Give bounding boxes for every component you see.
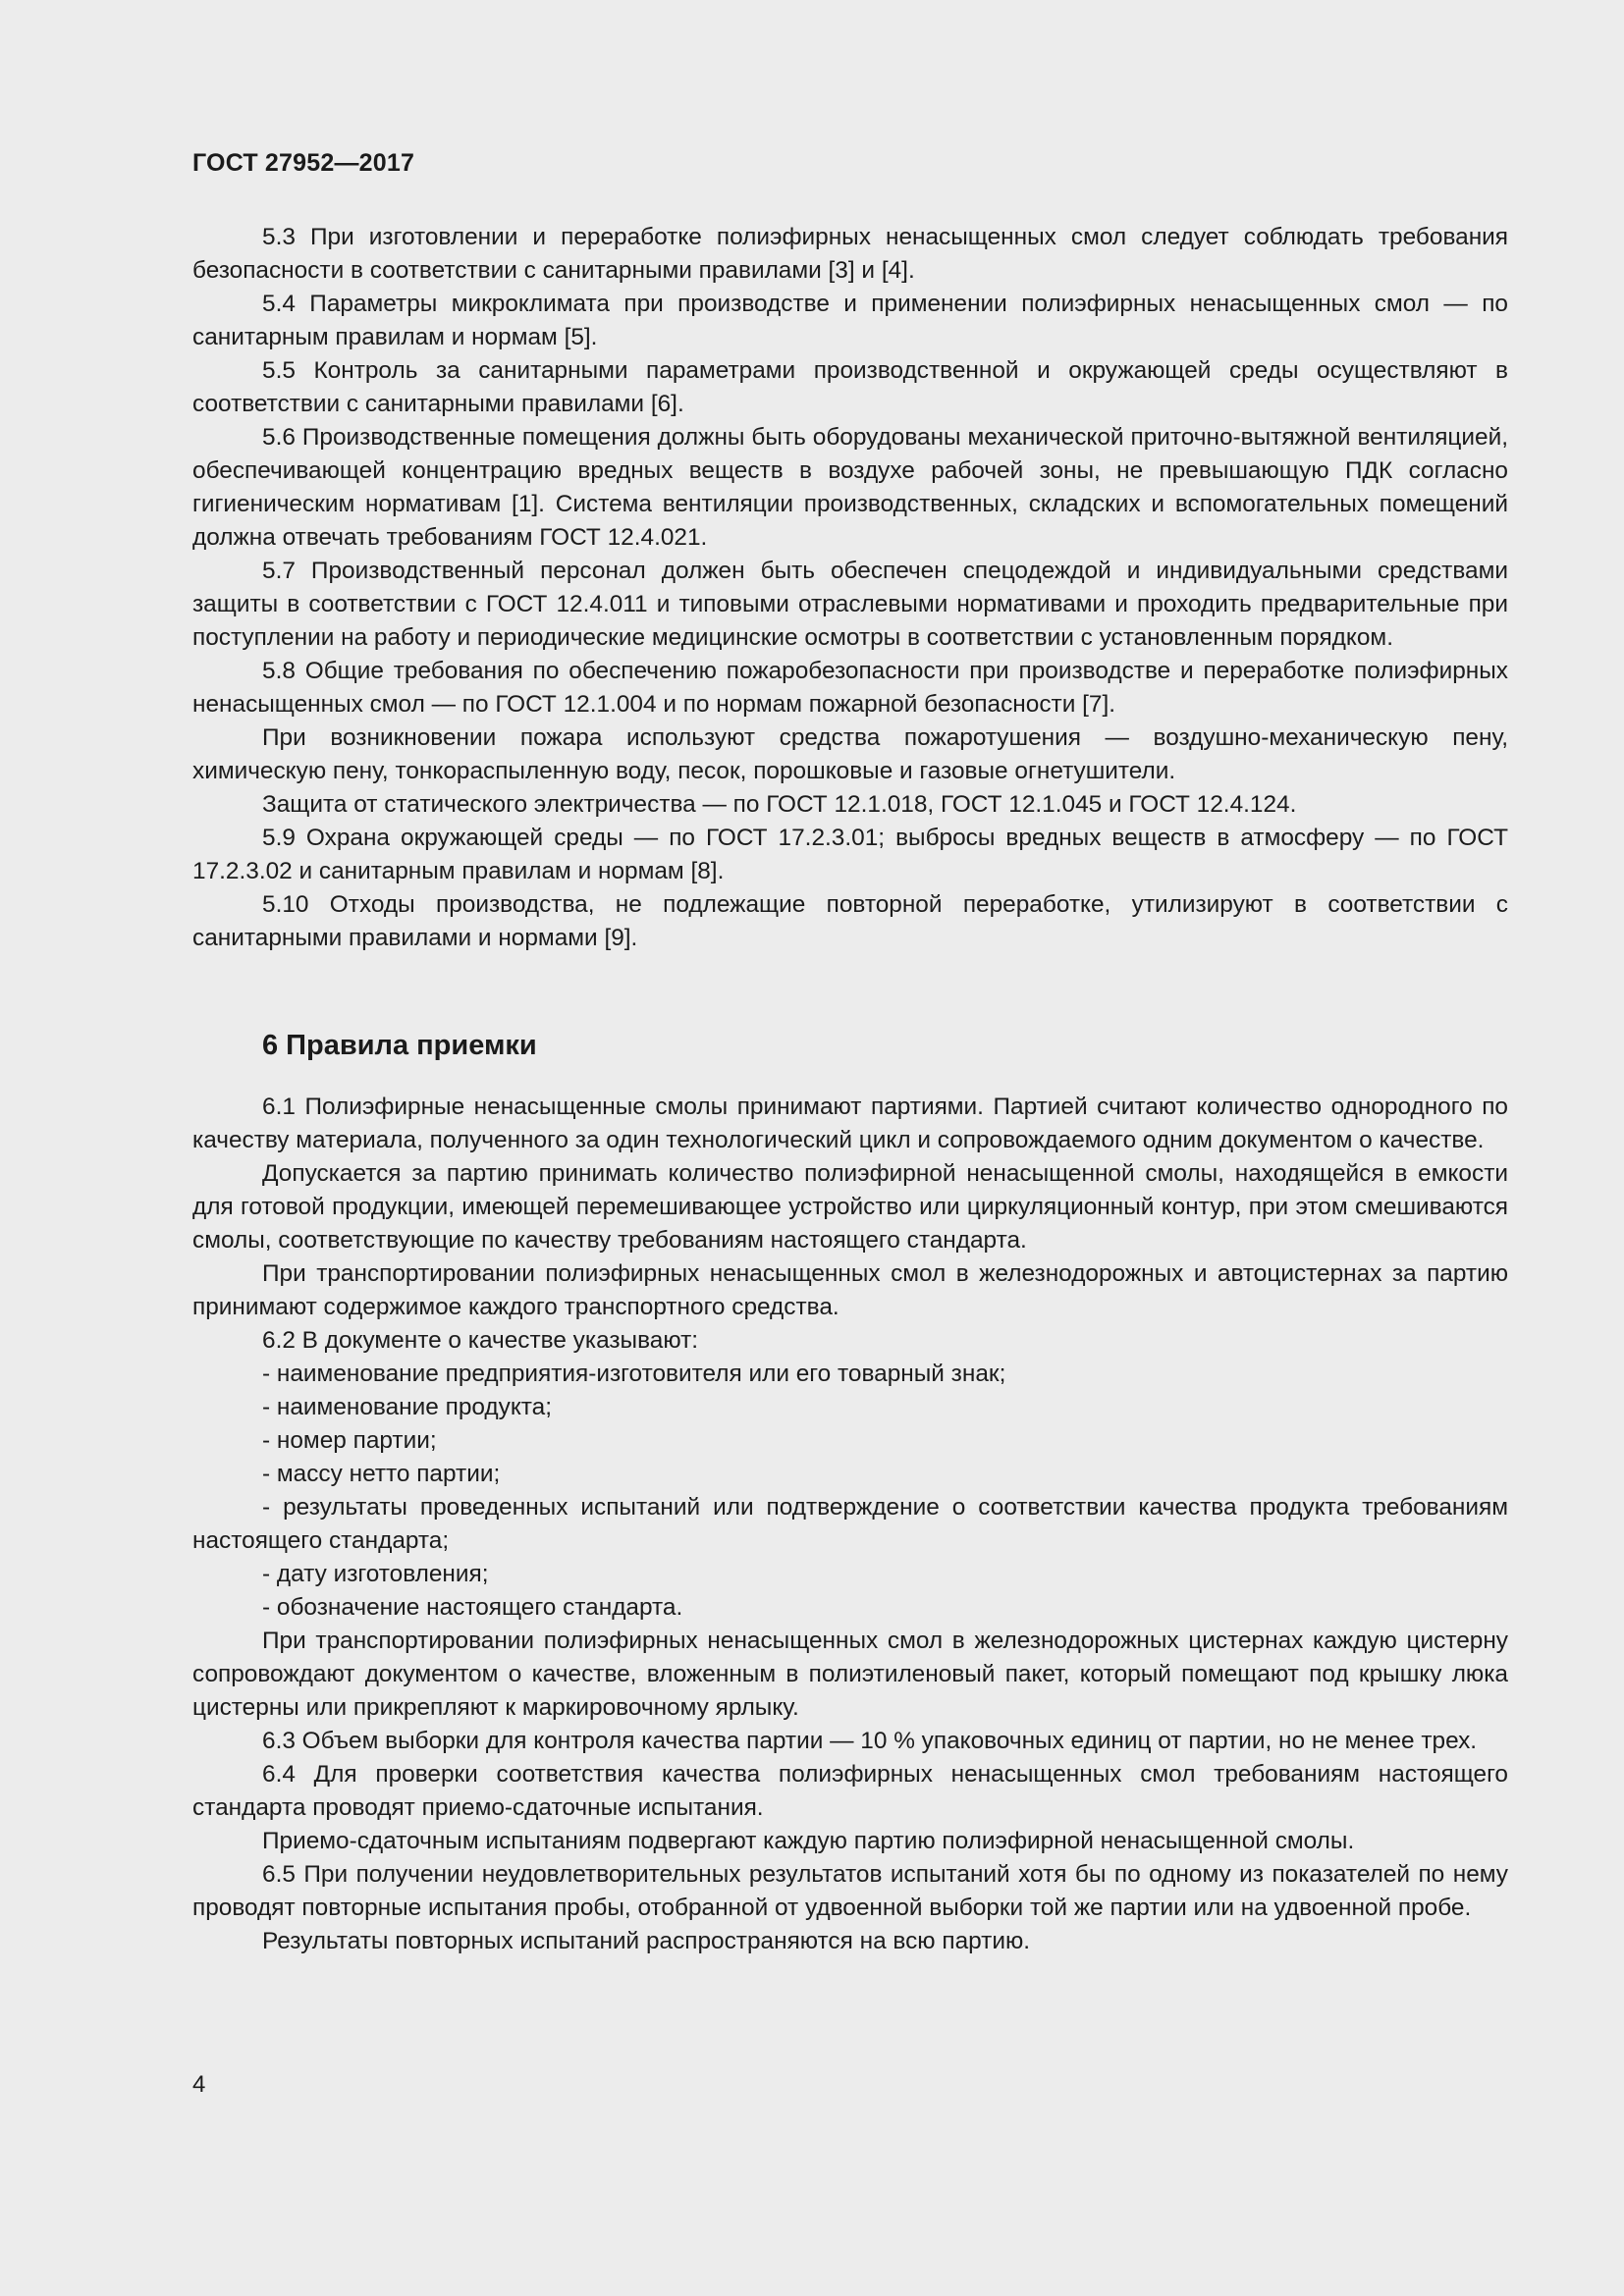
paragraph-5-7: 5.7 Производственный персонал должен быть обеспечен спецодеждой и индивидуальными средствами защиты в соответствии с ГОСТ 12.4.011 и типовыми отраслевыми нормативами и проходить предварительные при поступлении на работу и периодические медицинские осмотры в соответствии с установленным порядком. <box>192 558 1508 651</box>
list-item: - дату изготовления; <box>262 1561 489 1587</box>
section-6-acceptance <box>192 1091 1508 1958</box>
paragraph-6-5: 6.5 При получении неудовлетворительных результатов испытаний хотя бы по одному из показателей по нему проводят повторные испытания пробы, отобранной от удвоенной выборки той же партии или на удвоенной пробе. <box>192 1861 1508 1921</box>
paragraph-5-8: 5.8 Общие требования по обеспечению пожаробезопасности при производстве и переработке полиэфирных ненасыщенных смол — по ГОСТ 12.1.004 и по нормам пожарной безопасности [7]. <box>192 658 1508 718</box>
paragraph-6-4: 6.4 Для проверки соответствия качества полиэфирных ненасыщенных смол требованиям настоящего стандарта проводят приемо-сдаточные испытания. <box>192 1761 1508 1821</box>
paragraph-batch-tank: Допускается за партию принимать количество полиэфирной ненасыщенной смолы, находящейся в емкости для готовой продукции, имеющей перемешивающее устройство или циркуляционный контур, при этом смешиваются смолы, соответствующие по качеству требованиям настоящего стандарта. <box>192 1160 1508 1254</box>
paragraph-repeat-results: Результаты повторных испытаний распространяются на всю партию. <box>262 1928 1031 1954</box>
list-item: - обозначение настоящего стандарта. <box>262 1594 683 1621</box>
page-number: 4 <box>192 2071 206 2098</box>
paragraph-5-6: 5.6 Производственные помещения должны быть оборудованы механической приточно-вытяжной вентиляцией, обеспечивающей концентрацию вредных веществ в воздухе рабочей зоны, не превышающую ПДК согласно гигиеническим нормативам [1]. Система вентиляции производственных, складских и вспомогательных помещений должна отвечать требованиям ГОСТ 12.4.021. <box>192 424 1508 551</box>
paragraph-6-1: 6.1 Полиэфирные ненасыщенные смолы принимают партиями. Партией считают количество однородного по качеству материала, полученного за один технологический цикл и сопровождаемого одним документом о качестве. <box>192 1094 1508 1153</box>
paragraph-5-4: 5.4 Параметры микроклимата при производстве и применении полиэфирных ненасыщенных смол — по санитарным правилам и нормам [5]. <box>192 291 1508 350</box>
paragraph-5-5: 5.5 Контроль за санитарными параметрами производственной и окружающей среды осуществляют в соответствии с санитарными правилами [6]. <box>192 357 1508 417</box>
list-item: - результаты проведенных испытаний или подтверждение о соответствии качества продукта требованиям настоящего стандарта; <box>192 1494 1508 1554</box>
paragraph-5-3: 5.3 При изготовлении и переработке полиэфирных ненасыщенных смол следует соблюдать требования безопасности в соответствии с санитарными правилами [3] и [4]. <box>192 224 1508 284</box>
document-header: ГОСТ 27952—2017 <box>192 149 415 177</box>
paragraph-5-10: 5.10 Отходы производства, не подлежащие повторной переработке, утилизируют в соответствии с санитарными правилами и нормами [9]. <box>192 891 1508 951</box>
list-item: - наименование продукта; <box>262 1394 553 1420</box>
quality-document-list <box>192 1358 1508 1625</box>
list-item: - массу нетто партии; <box>262 1461 501 1487</box>
section-5-safety <box>192 221 1508 955</box>
paragraph-6-2: 6.2 В документе о качестве указывают: <box>262 1327 699 1354</box>
paragraph-rail-tank-document: При транспортировании полиэфирных ненасыщенных смол в железнодорожных цистернах каждую цистерну сопровождают документом о качестве, вложенным в полиэтиленовый пакет, который помещают под крышку люка цистерны или прикрепляют к маркировочному ярлыку. <box>192 1628 1508 1721</box>
paragraph-fire: При возникновении пожара используют средства пожаротушения — воздушно-механическую пену, химическую пену, тонкораспыленную воду, песок, порошковые и газовые огнетушители. <box>192 724 1508 784</box>
list-item: - номер партии; <box>262 1427 437 1454</box>
document-page <box>192 0 1508 2296</box>
paragraph-5-9: 5.9 Охрана окружающей среды — по ГОСТ 17.2.3.01; выбросы вредных веществ в атмосферу — по ГОСТ 17.2.3.02 и санитарным правилам и нормам [8]. <box>192 825 1508 884</box>
list-item: - наименование предприятия-изготовителя или его товарный знак; <box>262 1361 1006 1387</box>
paragraph-static: Защита от статического электричества — по ГОСТ 12.1.018, ГОСТ 12.1.045 и ГОСТ 12.4.124. <box>262 791 1297 818</box>
paragraph-acceptance-tests: Приемо-сдаточным испытаниям подвергают каждую партию полиэфирной ненасыщенной смолы. <box>262 1828 1355 1854</box>
section-6-heading: 6 Правила приемки <box>262 1030 537 1061</box>
paragraph-6-3: 6.3 Объем выборки для контроля качества партии — 10 % упаковочных единиц от партии, но не менее трех. <box>262 1728 1478 1754</box>
paragraph-batch-transport: При транспортировании полиэфирных ненасыщенных смол в железнодорожных и автоцистернах за партию принимают содержимое каждого транспортного средства. <box>192 1260 1508 1320</box>
